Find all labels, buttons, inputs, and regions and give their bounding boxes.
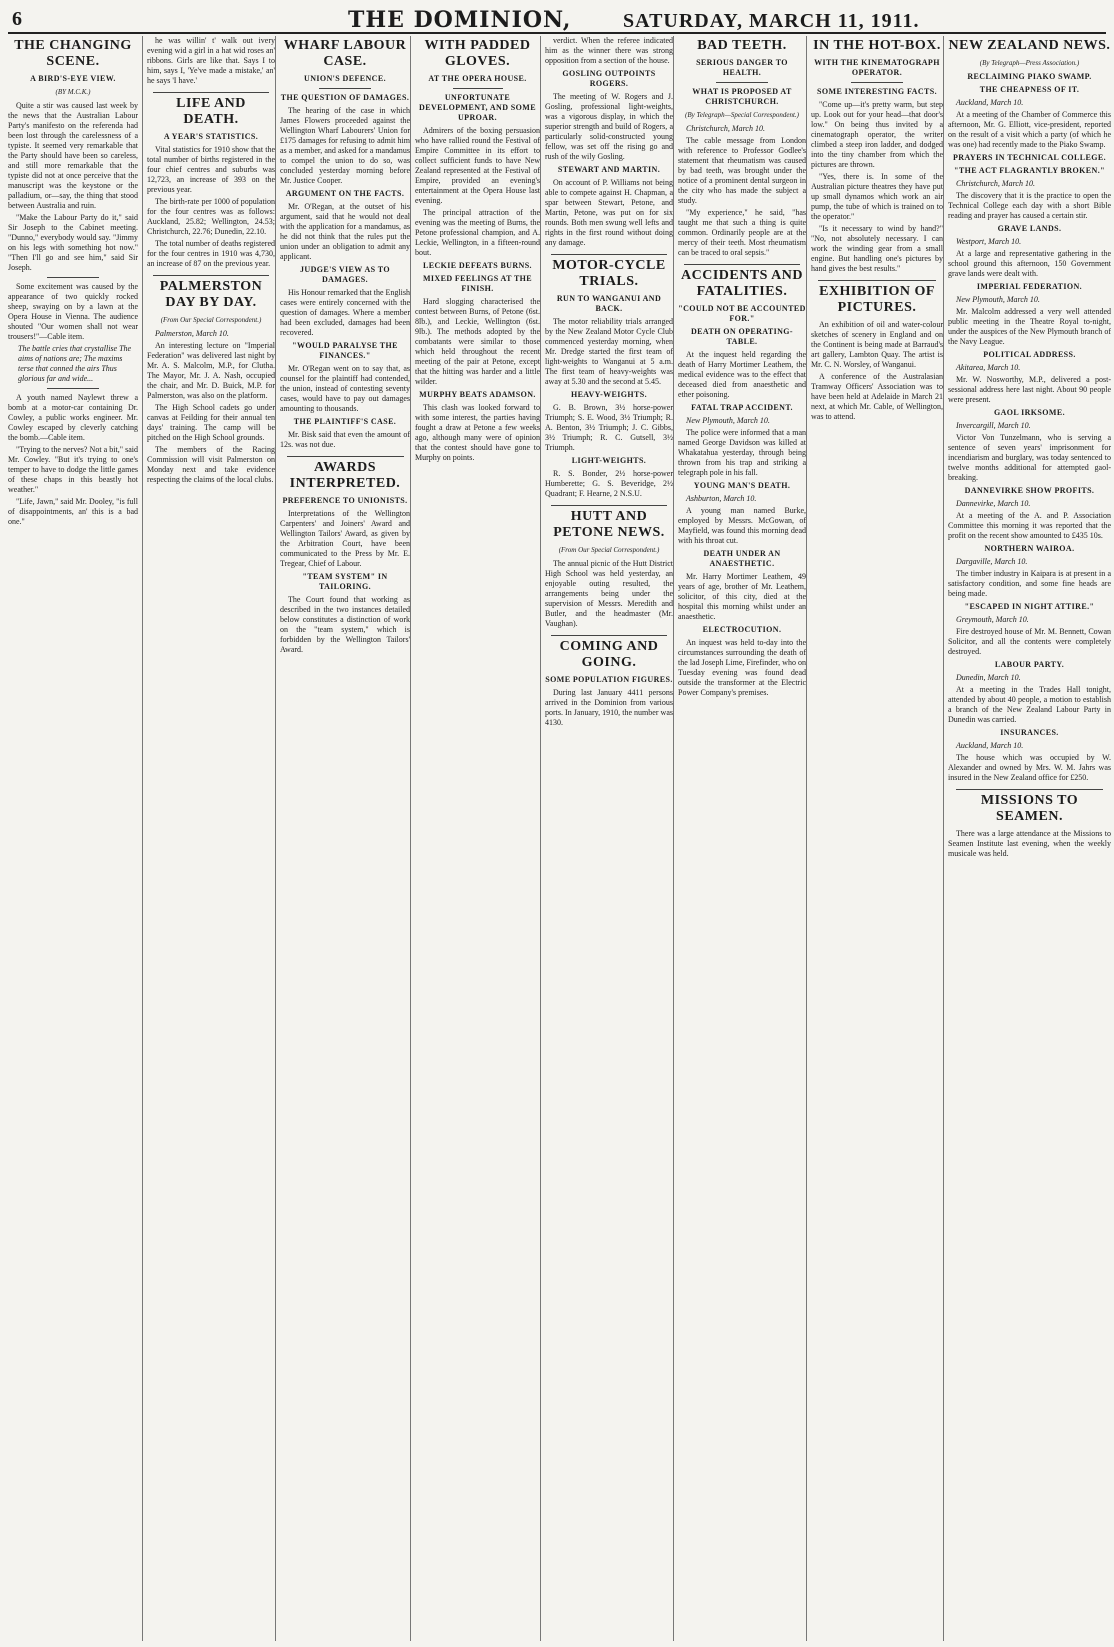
paragraph: "My experience," he said, "has taught me that such a thing is quite common. Ordinarily people are at the mercy of their teeth. Most rheumatism can be traced to oral sepsis." xyxy=(678,208,806,257)
divider xyxy=(551,635,666,636)
paragraph: During last January 4411 persons arrived in the Dominion from various ports. In January, 1910, the number was 4130. xyxy=(545,688,673,727)
subheading: INSURANCES. xyxy=(1000,728,1059,737)
headline-padded-gloves: WITH PADDED GLOVES. xyxy=(424,38,531,69)
headline-life-and-death: LIFE AND DEATH. xyxy=(176,96,246,127)
divider xyxy=(153,275,268,276)
paragraph: he was willin' t' walk out ivery evening wid a girl in a hat wid roses an' ribbons. Girls are like that. Says I to him, says I, 'Ye've made a mistake,' an' he says 'I have.' xyxy=(147,36,275,85)
paragraph: This clash was looked forward to with some interest, the parties having fought a draw at Petone a few weeks ago, although many were of opinion that the contest should have gone to Murphy on points. xyxy=(415,403,540,462)
divider xyxy=(551,505,666,506)
divider xyxy=(47,388,99,389)
subheading: ELECTROCUTION. xyxy=(702,625,782,634)
paragraph: Mr. Bisk said that even the amount of 12s. was not due. xyxy=(280,430,410,449)
correspondent-note: (From Our Special Correspondent.) xyxy=(558,546,660,554)
subheading: SERIOUS DANGER TO HEALTH. xyxy=(696,58,788,77)
paragraph: Mr. O'Regan went on to say that, as counsel for the plaintiff had contended, the union, instead of contesting seventy cases, would have to pay out damages amounting to thousands. xyxy=(280,364,410,413)
subheading: LABOUR PARTY. xyxy=(994,660,1065,669)
divider xyxy=(956,789,1103,790)
paragraph: The house which was occupied by W. Alexander and owned by Mrs. W. M. Jahrs was insured in the New Zealand office for £250. xyxy=(948,753,1111,782)
column-6 xyxy=(673,36,806,1641)
paragraph: At a meeting in the Trades Hall tonight, attended by about 40 people, a motion to establish a branch of the New Zealand Labour Party in Dunedin was carried. xyxy=(948,685,1111,724)
headline-accidents: ACCIDENTS AND FATALITIES. xyxy=(680,268,804,299)
subheading: MIXED FEELINGS AT THE FINISH. xyxy=(422,274,533,293)
paragraph: "Trying to the nerves? Not a bit," said Mr. Cowley. "But it's trying to one's temper to have to dodge the little games of these chaps in this beastly hot weather." xyxy=(8,445,138,494)
dateline: Dunedin, March 10. xyxy=(956,673,1021,682)
paragraph: The annual picnic of the Hutt District High School was held yesterday, an enjoyable outing resulted, the arrangements being under the supervision of Messrs. Meredith and Butler, and the headmaster (Mr. Vaughan). xyxy=(545,559,673,628)
subheading: YOUNG MAN'S DEATH. xyxy=(693,481,791,490)
paragraph: An inquest was held to-day into the circumstances surrounding the death of the lad Joseph Lime, Firefinder, who on Tuesday evening was found dead outside the transformer at the Electric Power Company's premises. xyxy=(678,638,806,697)
paragraph: The members of the Racing Commission will visit Palmerston on Monday next and take evidence respecting the claims of the local clubs. xyxy=(147,445,275,484)
subheading: RECLAIMING PIAKO SWAMP. xyxy=(967,72,1092,81)
paragraph: There was a large attendance at the Missions to Seamen Institute last evening, when the weekly musicale was held. xyxy=(948,829,1111,858)
paragraph: Mr. Malcolm addressed a very well attended public meeting in the Theatre Royal to-night, under the auspices of the New Plymouth branch of the Navy League. xyxy=(948,307,1111,346)
paragraph: The discovery that it is the practice to open the Technical College each day with a short Bible reading and prayer has caused a certain stir. xyxy=(948,191,1111,220)
subheading: LIGHT-WEIGHTS. xyxy=(571,456,647,465)
subheading: PREFERENCE TO UNIONISTS. xyxy=(282,496,408,505)
paragraph: "Come up—it's pretty warm, but step up. Look out for your head—that door's low." On being thus invited by a cinematograph operator, the writer climbed a steep iron ladder, and dodged into the tiny chamber from which the pictures are thrown. xyxy=(811,100,943,169)
headline-exhibition: EXHIBITION OF PICTURES. xyxy=(819,284,935,315)
paragraph: A young man named Burke, employed by Messrs. McGowan, of Mayfield, was found this morning dead with his throat cut. xyxy=(678,506,806,545)
subheading: WHAT IS PROPOSED AT CHRISTCHURCH. xyxy=(692,87,792,106)
subheading: PRAYERS IN TECHNICAL COLLEGE. xyxy=(953,153,1106,162)
paragraph: At a large and representative gathering in the school ground this afternoon, 150 Government grave lands were dealt with. xyxy=(948,249,1111,278)
column-3 xyxy=(275,36,410,1641)
paragraph: The Court found that working as described in the two instances detailed below constitutes a distinction of work on the "team system," which is forbidden by the Wellington Tailors' Award. xyxy=(280,595,410,654)
headline-palmerston: PALMERSTON DAY BY DAY. xyxy=(159,279,263,310)
subheading: SOME POPULATION FIGURES. xyxy=(545,675,673,684)
paragraph: The birth-rate per 1000 of population for the four centres was as follows: Auckland, 25.82; Wellington, 24.53; Christchurch, 22.76; Dunedin, 22.10. xyxy=(147,197,275,236)
paragraph: His Honour remarked that the English cases were entirely concerned with the question of damages. Where a member had been excluded, damages had been recovered. xyxy=(280,288,410,337)
subheading: POLITICAL ADDRESS. xyxy=(983,350,1076,359)
headline-nz-news: NEW ZEALAND NEWS. xyxy=(948,38,1111,53)
headline-hot-box: IN THE HOT-BOX. xyxy=(813,38,941,53)
dateline: Westport, March 10. xyxy=(956,237,1022,246)
dateline: New Plymouth, March 10. xyxy=(956,295,1040,304)
paragraph: Fire destroyed house of Mr. M. Bennett, Cowan Solicitor, and all the contents were completely destroyed. xyxy=(948,627,1111,656)
dateline: Dargaville, March 10. xyxy=(956,557,1028,566)
dateline: Christchurch, March 10. xyxy=(686,124,765,133)
paragraph: "Yes, there is. In some of the Australian picture theatres they have put up small dynamos which work an air pump, the tube of which is trained on to the operator." xyxy=(811,172,943,221)
subheading: A YEAR'S STATISTICS. xyxy=(163,132,259,141)
subheading: "THE ACT FLAGRANTLY BROKEN." xyxy=(954,166,1105,175)
paragraph: At a meeting of the A. and P. Association Committee this morning it was reported that the profit on the recent show amounted to £435 10s. xyxy=(948,511,1111,540)
paragraph: At the inquest held regarding the death of Harry Mortimer Leathem, the medical evidence was to the effect that deceased died from anaesthetic and ether poisoning. xyxy=(678,350,806,399)
newspaper-title: THE DOMINION, xyxy=(348,7,572,33)
poem: The battle cries that crystallise The aims of nations are; The maxims terse that conned the airs Thus glorious far and wide... xyxy=(18,344,132,383)
divider xyxy=(319,88,371,89)
subheading: A BIRD'S-EYE VIEW. xyxy=(30,74,116,83)
paragraph: Mr. Harry Mortimer Leathem, 49 years of age, brother of Mr. Leathem, solicitor, of this city, died at the hospital this morning whilst under an anaesthetic. xyxy=(678,572,806,621)
dateline: Dannevirke, March 10. xyxy=(956,499,1031,508)
column-5 xyxy=(540,36,673,1641)
divider xyxy=(851,82,904,83)
subheading: UNION'S DEFENCE. xyxy=(304,74,386,83)
paragraph: The High School cadets go under canvas at Feilding for their annual ten days' training. The camp will be pitched on the High School grounds. xyxy=(147,403,275,442)
paragraph: An interesting lecture on "Imperial Federation" was delivered last night by Mr. A. S. Malcolm, M.P., for Clutha. The Mayor, Mr. J. A. Nash, occupied the chair, and Mr. D. Buick, M.P. for Palmerston, was also on the platform. xyxy=(147,341,275,400)
paragraph: The hearing of the case in which James Flowers proceeded against the Wellington Wharf Labourers' Union for £175 damages for refusing to admit him as a member, and asked for a mandamus to compel the union to do so, was concluded yesterday morning before Mr. Justice Cooper. xyxy=(280,106,410,185)
paragraph: A youth named Naylewt threw a bomb at a motor-car containing Dr. Cowley, a public works engineer. Mr. Cowley escaped by cleverly catching the bomb.—Cable item. xyxy=(8,393,138,442)
masthead xyxy=(8,6,1106,34)
paragraph: Admirers of the boxing persuasion who have rallied round the Festival of Empire Committee in its effort to collect sufficient funds to have New Zealand represented at the Festival of Empire, provided an evening's entertainment at the Opera House last evening. xyxy=(415,126,540,205)
headline-bad-teeth: BAD TEETH. xyxy=(697,38,787,53)
subheading: DEATH UNDER AN ANAESTHETIC. xyxy=(703,549,781,568)
subheading: AT THE OPERA HOUSE. xyxy=(428,74,527,83)
paragraph: The cable message from London with reference to Professor Godlee's statement that rheumatism was caused by bad teeth, was brought under the notice of a prominent dental surgeon in the city who has made the subject a study. xyxy=(678,136,806,205)
page-number: 6 xyxy=(12,8,22,30)
divider xyxy=(684,264,799,265)
paragraph: The meeting of W. Rogers and J. Gosling, professional light-weights, was a vigorous display, in which the superior strength and build of Rogers, a particularly solid-constructed young fellow, was set off the rising go and rush of the wily Gosling. xyxy=(545,92,673,161)
subheading: FATAL TRAP ACCIDENT. xyxy=(691,403,793,412)
subheading: "ESCAPED IN NIGHT ATTIRE." xyxy=(964,602,1095,611)
column-1 xyxy=(8,36,138,1641)
paragraph: Victor Von Tunzelmann, who is serving a sentence of seven years' imprisonment for incendiarism and burglary, was today sentenced to twelve months additional for attempted gaol-breaking. xyxy=(948,433,1111,482)
dateline: Auckland, March 10. xyxy=(956,741,1024,750)
subheading: "WOULD PARALYSE THE FINANCES." xyxy=(292,341,398,360)
correspondent-note: (From Our Special Correspondent.) xyxy=(160,316,262,324)
subheading: GAOL IRKSOME. xyxy=(994,408,1065,417)
divider xyxy=(47,277,99,278)
subheading: RUN TO WANGANUI AND BACK. xyxy=(556,294,662,313)
subheading: THE QUESTION OF DAMAGES. xyxy=(280,93,410,102)
headline-changing-scene: THE CHANGING SCENE. xyxy=(14,38,132,69)
subheading: HEAVY-WEIGHTS. xyxy=(570,390,648,399)
subheading: DEATH ON OPERATING-TABLE. xyxy=(691,327,793,346)
paragraph: Quite a stir was caused last week by the news that the Australian Labour Party's manifesto on the referenda had been lost through the carelessness of a typiste. It seemed very remarkable that the Party should have been so careless, and still more remarkable that the typiste did not at once perceive that the manuscript was the keystone or the palladium, or—say, the thing that stood between Australia and ruin. xyxy=(8,101,138,210)
paragraph: "Life, Jawn," said Mr. Dooley, "is full of disappointments, an' this is a bad one." xyxy=(8,497,138,526)
divider xyxy=(153,92,268,93)
dateline: New Plymouth, March 10. xyxy=(686,416,770,425)
subheading: UNFORTUNATE DEVELOPMENT, AND SOME UPROAR. xyxy=(419,93,536,122)
paragraph: At a meeting of the Chamber of Commerce this afternoon, Mr. G. Elliott, vice-president, reported on the result of a visit which a party (of which he was one) had recently made to the Piako Swamp. xyxy=(948,110,1111,149)
paragraph: Interpretations of the Wellington Carpenters' and Joiners' Award and Wellington Tailors' Award, as given by the Arbitration Court, have been communicated to the Press by Mr. E. Tregear, Chief of Labour. xyxy=(280,509,410,568)
subheading: NORTHERN WAIROA. xyxy=(984,544,1075,553)
subheading: SOME INTERESTING FACTS. xyxy=(817,87,937,96)
dateline: Invercargill, March 10. xyxy=(956,421,1031,430)
column-8 xyxy=(943,36,1111,1641)
headline-motor-cycle: MOTOR-CYCLE TRIALS. xyxy=(552,258,666,289)
divider xyxy=(551,254,666,255)
subheading: IMPERIAL FEDERATION. xyxy=(976,282,1083,291)
dateline: Akitarea, March 10. xyxy=(956,363,1021,372)
dateline: Palmerston, March 10. xyxy=(155,329,229,338)
paragraph: The total number of deaths registered for the four centres in 1910 was 4,730, an increase of 87 on the previous year. xyxy=(147,239,275,268)
subheading: DANNEVIRKE SHOW PROFITS. xyxy=(964,486,1095,495)
divider xyxy=(453,88,503,89)
subheading: GOSLING OUTPOINTS ROGERS. xyxy=(562,69,656,88)
subheading: ARGUMENT ON THE FACTS. xyxy=(285,189,405,198)
headline-missions: MISSIONS TO SEAMEN. xyxy=(980,793,1079,824)
paragraph: Vital statistics for 1910 show that the total number of births registered in the four chief centres and suburbs was 12,723, an increase of 393 on the previous year. xyxy=(147,145,275,194)
divider xyxy=(716,82,767,83)
paragraph: "Make the Labour Party do it," said Sir Joseph to the Cabinet meeting. "Dunno," everybody would say. "Jimmy on his legs with something hot now." "Then I'll go and see him," said Sir Joseph. xyxy=(8,213,138,272)
dateline: Auckland, March 10. xyxy=(956,98,1024,107)
correspondent-note: (By Telegraph—Press Association.) xyxy=(979,59,1080,67)
column-4 xyxy=(410,36,540,1641)
paragraph: A conference of the Australasian Tramway Officers' Association was to have been held at Adelaide in March 21 next, at which Mr. Cable, of Wellington, was to attend. xyxy=(811,372,943,421)
divider xyxy=(287,456,404,457)
paragraph: "Is it necessary to wind by hand?" "No, not absolutely necessary. I can work the winding gear from a small engine. But handling one's pictures by hand gives the best results." xyxy=(811,224,943,273)
correspondent-note: (By Telegraph—Special Correspondent.) xyxy=(685,111,799,119)
dateline: Greymouth, March 10. xyxy=(956,615,1029,624)
paragraph: The principal attraction of the evening was the meeting of Burns, the Petone professional champion, and A. Leckie, Wellington, in a fifteen-round bout. xyxy=(415,208,540,257)
subheading: JUDGE'S VIEW AS TO DAMAGES. xyxy=(300,265,390,284)
subheading: "TEAM SYSTEM" IN TAILORING. xyxy=(302,572,388,591)
paragraph: An exhibition of oil and water-colour sketches of scenery in England and on the Continent is being made at Barraud's art gallery, Lambton Quay. The artist is Mr. C. N. Worsley, of Wanganui. xyxy=(811,320,943,369)
subheading: GRAVE LANDS. xyxy=(997,224,1062,233)
headline-hutt-petone: HUTT AND PETONE NEWS. xyxy=(553,509,665,540)
subheading: MURPHY BEATS ADAMSON. xyxy=(419,390,536,399)
paragraph: The timber industry in Kaipara is at present in a satisfactory condition, and some fine heads are being made. xyxy=(948,569,1111,598)
dateline: Ashburton, March 10. xyxy=(686,494,757,503)
headline-wharf-labour: WHARF LABOUR CASE. xyxy=(283,38,407,69)
paragraph: Hard slogging characterised the contest between Burns, of Petone (6st. 8lb.), and Leckie, Wellington (6st. 9lb.). The methods adopted by the combatants were similar to those which held throughout the recent meeting of the pair at Petone, except that the hitting was harder and a little wilder. xyxy=(415,297,540,386)
byline: (BY M.C.K.) xyxy=(55,88,91,96)
subheading: THE CHEAPNESS OF IT. xyxy=(979,85,1080,94)
subheading: THE PLAINTIFF'S CASE. xyxy=(293,417,397,426)
paragraph: Mr. W. Nosworthy, M.P., delivered a post-sessional address here last night. About 90 people were present. xyxy=(948,375,1111,404)
paragraph: verdict. When the referee indicated him as the winner there was strong opposition from a section of the house. xyxy=(545,36,673,65)
divider xyxy=(818,280,937,281)
subheading: "COULD NOT BE ACCOUNTED FOR." xyxy=(678,304,806,323)
paragraph: Some excitement was caused by the appearance of two quickly rocked sheep, swaying on by a lawn at the Opera House in Vienna. The audience shouted "Our women shall not wear trousers!"—Cable item. xyxy=(8,282,138,341)
column-2 xyxy=(142,36,275,1641)
paragraph: G. B. Brown, 3½ horse-power Triumph; S. E. Wood, 3½ Triumph; R. A. Benton, 3½ Triumph; J. C. Gibbs, 3½ Triumph; R. C. Gutsell, 3½ Triumph. xyxy=(545,403,673,452)
dateline: Christchurch, March 10. xyxy=(956,179,1035,188)
subheading: LECKIE DEFEATS BURNS. xyxy=(423,261,532,270)
headline-coming-going: COMING AND GOING. xyxy=(559,639,659,670)
headline-awards: AWARDS INTERPRETED. xyxy=(289,460,401,491)
paragraph: R. S. Bonder, 2½ horse-power Humberette; G. S. Beveridge, 2½ Quadrant; F. Hearne, 2 N.S.U. xyxy=(545,469,673,498)
paragraph: The police were informed that a man named George Davidson was killed at Whakatahua yesterday, through being thrown from his trap and striking a telegraph pole in his fall. xyxy=(678,428,806,477)
paragraph: The motor reliability trials arranged by the New Zealand Motor Cycle Club commenced yesterday morning, when Mr. Dredge started the first team of light-weights to Wanganui at 5 a.m. The first team of heavy-weights was away at 5.30 and the second at 5.45. xyxy=(545,317,673,386)
paragraph: On account of P. Williams not being able to compete against H. Chapman, a spar between Stewart, Petone, and Martin, Petone, was put on for six rounds. Both men swung well lefts and rights in the first round without doing any damage. xyxy=(545,178,673,247)
subheading: WITH THE KINEMATOGRAPH OPERATOR. xyxy=(814,58,940,77)
column-7 xyxy=(806,36,943,1641)
paragraph: Mr. O'Regan, at the outset of his argument, said that he would not deal with the application for a mandamus, as he did not think that the rules put the union under an obligation to admit any applicant. xyxy=(280,202,410,261)
subheading: STEWART AND MARTIN. xyxy=(557,165,661,174)
issue-date: SATURDAY, MARCH 11, 1911. xyxy=(623,10,920,32)
